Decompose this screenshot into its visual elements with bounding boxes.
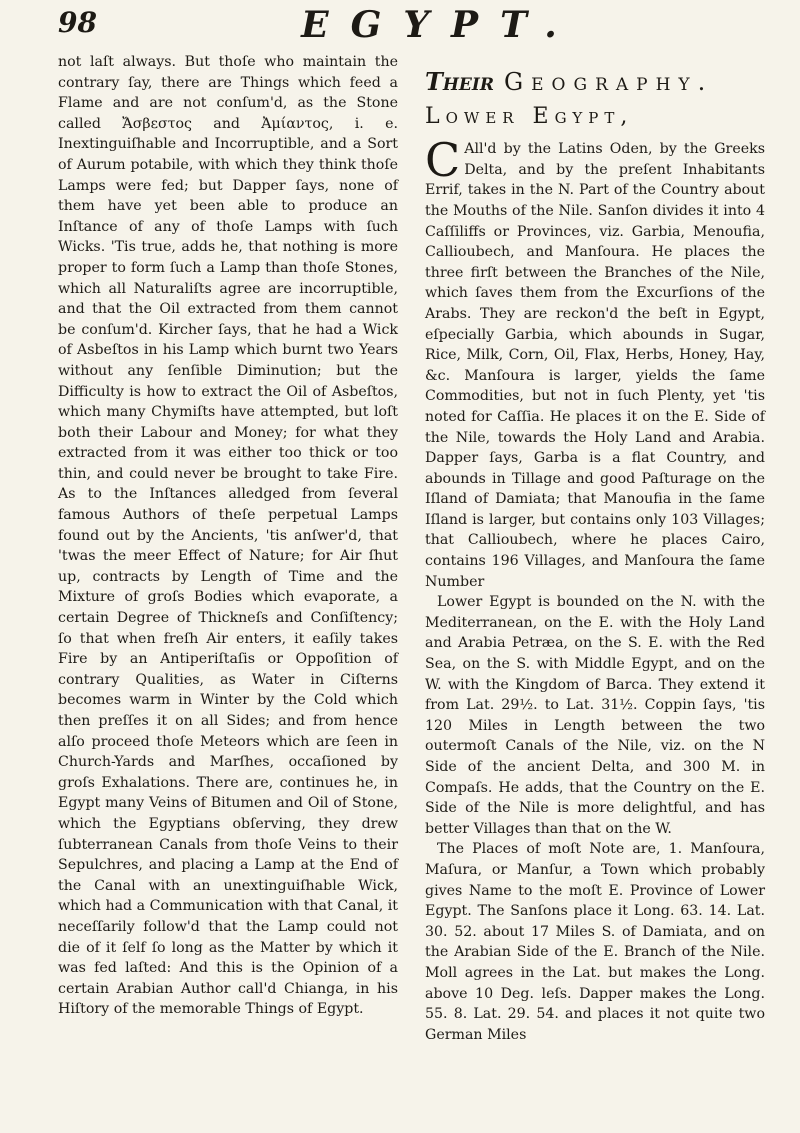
right-paragraph: The Places of moſt Note are, 1. Manſoura, Maſura, or Manſur, a Town which probably gives Name to the moſt E. Province of Lower Egypt. The Sanſons place it Long. 63. 14. Lat. 30. 52. about 17 Miles S. of Damiata, and on the Arabian Side of the E. Branch of the Nile. Moll agrees in the Lat. but makes the Long. above 10 Deg. leſs. Dapper makes the Long. 55. 8. Lat. 29. 54. and places it not quite two German Miles bbox=[425, 841, 765, 1043]
running-title: EGYPT. bbox=[301, 4, 579, 46]
section-heading bbox=[425, 67, 765, 96]
left-paragraph: not laſt always. But thoſe who maintain the contrary ſay, there are Things which feed a Flame and are not conſum'd, as the Stone called Ἄσβεστος and Ἀμίαντος, i. e. Inextinguiſhable and Incorruptible, and a Sort of Aurum potabile, with which they think thoſe Lamps were fed; but Dapper ſays, none of them have yet been able to produce an Inſtance of any of thoſe Lamps with ſuch Wicks. 'Tis true, adds he, that nothing is more proper to form ſuch a Lamp than thoſe Stones, which all Naturaliſts agree are incorruptible, and that the Oil extracted from them cannot be conſum'd. Kircher ſays, that he had a Wick of Asbeſtos in his Lamp which burnt two Years without any ſenſible Diminution; but the Difficulty is how to extract the Oil of Asbeſtos, which many Chymiſts have attempted, but loſt both their Labour and Money; for what they extracted from it was either too thick or too thin, and could never be brought to take Fire. As to the Inſtances alledged from ſeveral famous Authors of theſe perpetual Lamps found out by the Ancients, 'tis anſwer'd, that 'twas the meer Effect of Nature; for Air ſhut up, contracts by Length of Time and the Mixture of groſs Bodies which evaporate, a certain Degree of Thickneſs and Conſiſtency; ſo that when freſh Air enters, it eaſily takes Fire by an Antiperiſtaſis or Oppoſition of contrary Qualities, as Water in Ciſterns becomes warm in Winter by the Cold which then preſſes it on all Sides; and from hence alſo proceed thoſe Meteors which are ſeen in Church-Yards and Marſhes, occaſioned by groſs Exhalations. There are, continues he, in Egypt many Veins of Bitumen and Oil of Stone, which the Egyptians obſerving, they drew ſubterranean Canals from thoſe Veins to their Sepulchres, and placing a Lamp at the End of the Canal with an unextinguiſhable Wick, which had a Communication with that Canal, it neceſſarily follow'd that the Lamp could not die of it ſelf ſo long as the Matter by which it was fed laſted: And this is the Opinion of a certain Arabian Author call'd Chianga, in his Hiſtory of the memorable Things of Egypt. bbox=[58, 54, 398, 1018]
left-column bbox=[58, 52, 398, 1020]
section-heading-lead: Their bbox=[425, 67, 494, 96]
right-paragraph: CAll'd by the Latins Oden, by the Greeks Delta, and by the preſent Inhabitants Errif, takes in the N. Part of the Country about the Mouths of the Nile. Sanſon divides it into 4 Caſſiliffs or Provinces, viz. Garbia, Menoufia, Callioubech, and Manſoura. He places the three firſt between the Branches of the Nile, which ſaves them from the Excurſions of the Arabs. They are reckon'd the beſt in Egypt, eſpecially Garbia, which abounds in Sugar, Rice, Milk, Corn, Oil, Flax, Herbs, Honey, Hay, &c. Manſoura is larger, yields the ſame Commodities, but not in ſuch Plenty, yet 'tis noted for Caſſia. He places it on the E. Side of the Nile, towards the Holy Land and Arabia. Dapper ſays, Garba is a flat Country, and abounds in Tillage and good Paſturage on the Iſland of Damiata; that Manoufia in the ſame Iſland is larger, but contains only 103 Villages; that Callioubech, where he places Cairo, contains 196 Villages, and Manſoura the ſame Number bbox=[425, 133, 765, 590]
subsection-heading: Lower Egypt, bbox=[425, 103, 634, 129]
page-number: 98 bbox=[58, 6, 97, 39]
right-paragraph: Lower Egypt is bounded on the N. with the Mediterranean, on the E. with the Holy Land and Arabia Petræa, on the S. E. with the Red Sea, on the S. with Middle Egypt, and on the W. with the Kingdom of Barca. They extend it from Lat. 29½. to Lat. 31½. Coppin ſays, 'tis 120 Miles in Length between the two outermoſt Canals of the Nile, viz. on the N Side of the ancient Delta, and 300 M. in Compaſs. He adds, that the Country on the E. Side of the Nile is more delightful, and has better Villages than that on the W. bbox=[425, 594, 765, 837]
right-column bbox=[425, 52, 765, 1045]
section-heading-title: Geography. bbox=[503, 68, 714, 96]
